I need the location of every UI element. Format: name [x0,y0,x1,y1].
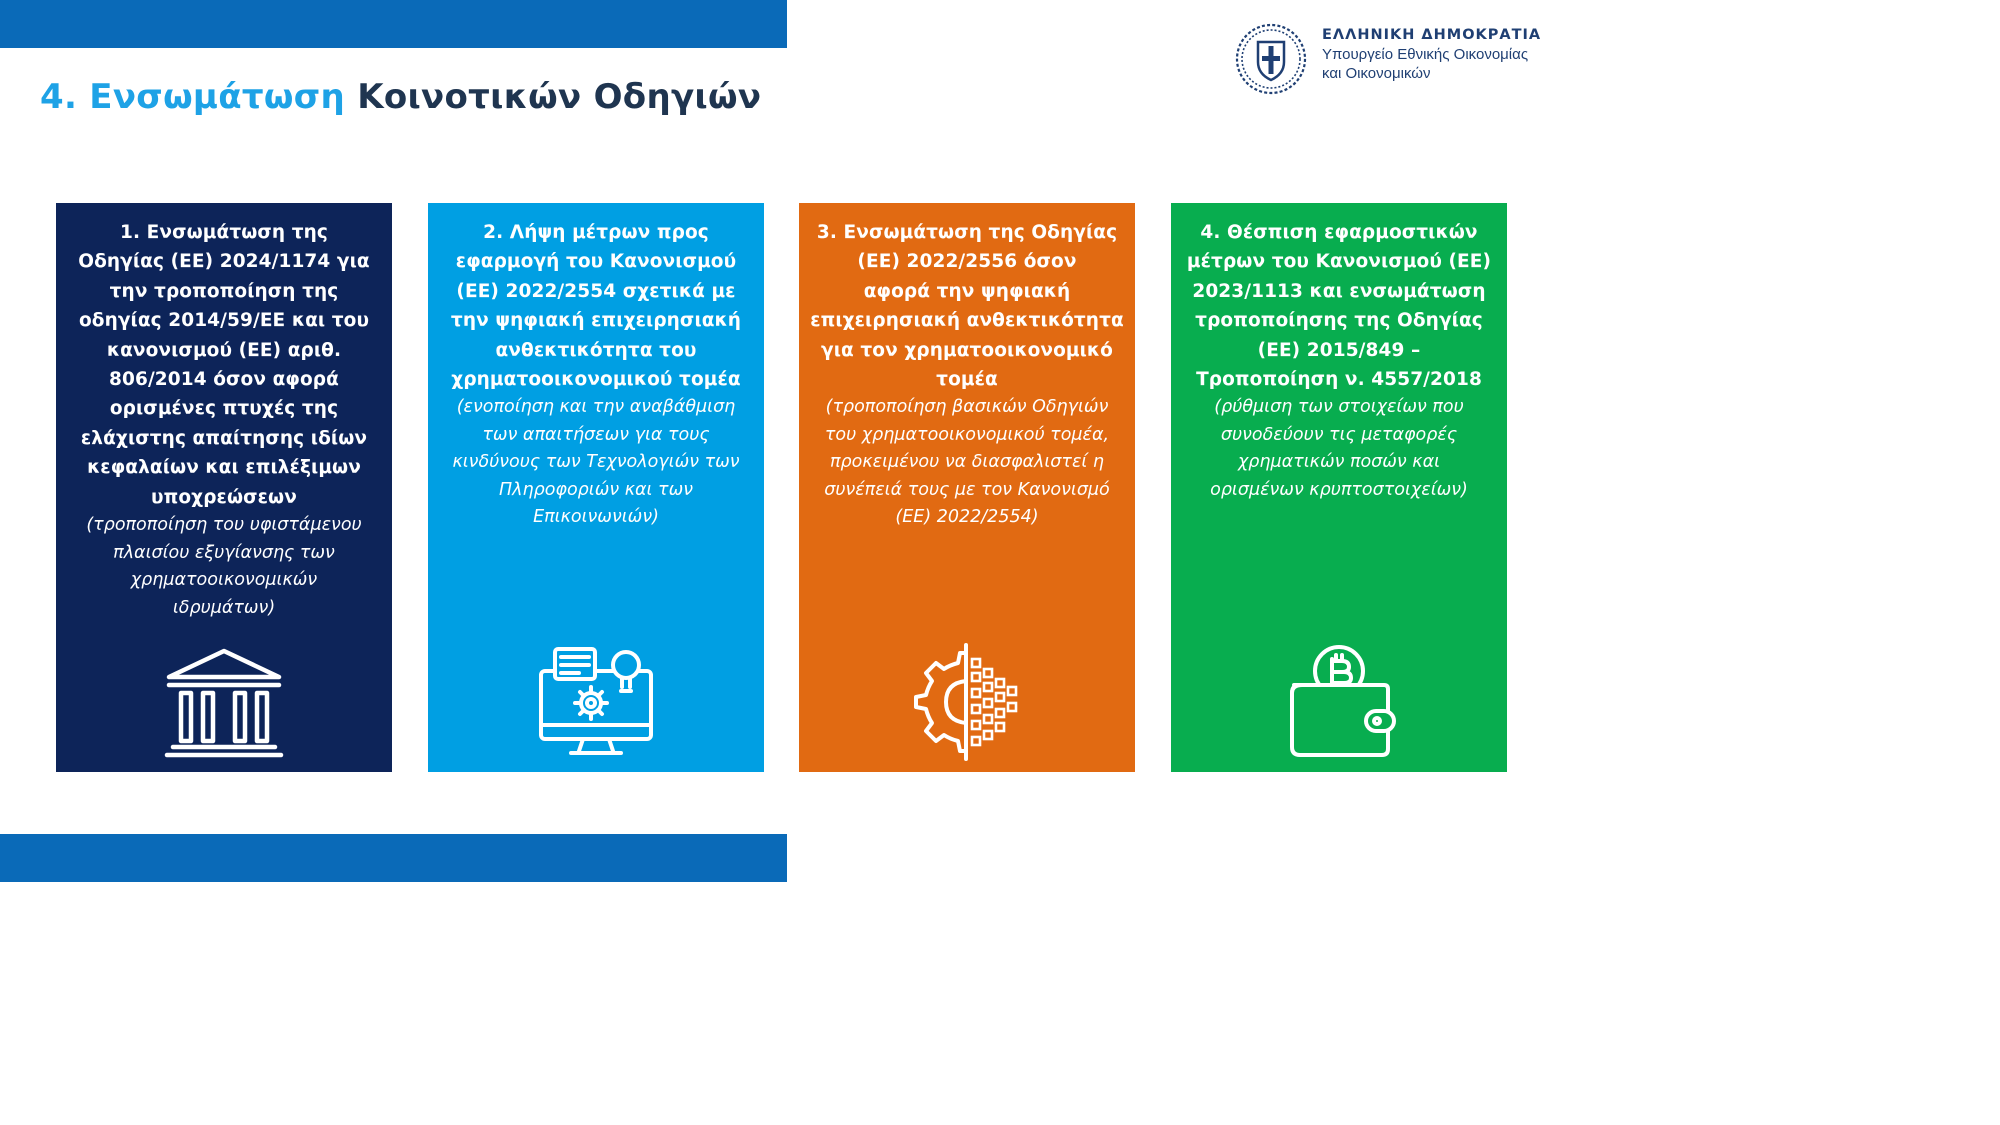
card-note [66,512,382,622]
note-line: του χρηματοοικονομικού τομέα, [824,424,1110,445]
hellenic-republic-emblem-icon [1234,22,1308,96]
note-line: συνοδεύουν τις μεταφορές [1220,424,1458,445]
heading-line: 1. Ενσωμάτωση της [120,222,328,243]
heading-line: την τροποποίηση της [109,280,339,302]
heading-line: ορισμένες πτυχές της [109,398,339,420]
heading-line: τροποποίησης της Οδηγίας [1195,310,1483,332]
ministry-text [1322,26,1541,83]
republic-name: ΕΛΛΗΝΙΚΗ ΔΗΜΟΚΡΑΤΙΑ [1322,27,1542,43]
card-note [438,394,754,532]
bitcoin-wallet-icon [1274,641,1404,761]
heading-line: Οδηγίας (ΕΕ) 2024/1174 για [78,251,370,273]
digital-gear-icon [902,641,1032,761]
note-line: Επικοινωνιών) [533,507,659,528]
page-title [40,73,761,121]
card-heading [1181,218,1497,394]
card-text [809,218,1125,532]
page-title-text: Κοινοτικών Οδηγιών [357,77,762,117]
note-line: (ενοποίηση και την αναβάθμιση [456,397,736,418]
heading-line: τομέα [936,369,998,391]
heading-line: χρηματοοικονομικού τομέα [451,369,741,391]
ministry-name-line-1: Υπουργείο Εθνικής Οικονομίας [1322,46,1529,63]
bottom-accent-bar [0,834,787,882]
card-heading [66,218,382,512]
note-line: ιδρυμάτων) [172,597,276,618]
heading-line: επιχειρησιακή ανθεκτικότητα [810,310,1124,332]
note-line: (τροποποίηση βασικών Οδηγιών [825,397,1109,418]
card-note [1181,394,1497,504]
heading-line: την ψηφιακή επιχειρησιακή [450,310,742,332]
note-line: προκειμένου να διασφαλιστεί η [830,452,1104,473]
note-line: συνέπειά τους με τον Κανονισμό [824,479,1110,500]
directive-card-1 [56,203,392,772]
heading-line: (ΕΕ) 2022/2554 σχετικά με [456,280,736,302]
heading-line: κεφαλαίων και επιλέξιμων [87,457,361,479]
directive-card-4 [1171,203,1507,772]
heading-line: ελάχιστης απαίτησης ιδίων [80,427,368,449]
card-text [66,218,382,622]
heading-line: 2023/1113 και ενσωμάτωση [1192,280,1486,302]
heading-line: οδηγίας 2014/59/ΕΕ και του [78,310,370,332]
heading-line: 806/2014 όσον αφορά [109,369,339,391]
note-line: (τροποποίηση του υφιστάμενου [86,515,362,536]
heading-line: εφαρμογή του Κανονισμού [455,251,737,273]
note-line: χρηματικών ποσών και [1237,452,1441,473]
heading-line: Τροποποίηση ν. 4557/2018 [1196,369,1482,391]
heading-line: υποχρεώσεων [151,486,297,508]
note-line: των απαιτήσεων για τους [482,424,710,445]
card-heading [809,218,1125,394]
note-line: (ΕΕ) 2022/2554) [895,507,1039,528]
directive-card-3 [799,203,1135,772]
card-heading [438,218,754,394]
heading-line: (ΕΕ) 2022/2556 όσον [857,251,1077,273]
heading-line: (ΕΕ) 2015/849 – [1257,339,1421,361]
page-title-number: 4. Ενσωμάτωση [40,77,346,117]
heading-line: ανθεκτικότητα του [495,339,697,361]
card-text [1181,218,1497,504]
heading-line: 2. Λήψη μέτρων προς [483,222,709,243]
directive-card-2 [428,203,764,772]
note-line: Πληροφοριών και των [499,479,693,500]
ministry-logo [1234,20,1564,100]
computer-gear-icon [531,641,661,761]
heading-line: για τον χρηματοοικονομικό [821,339,1113,361]
top-accent-bar [0,0,787,48]
heading-line: μέτρων του Κανονισμού (ΕΕ) [1186,251,1492,273]
heading-line: 4. Θέσπιση εφαρμοστικών [1200,222,1478,243]
note-line: πλαισίου εξυγίανσης των [113,542,335,563]
heading-line: κανονισμού (ΕΕ) αριθ. [106,339,342,361]
card-text [438,218,754,532]
note-line: κινδύνους των Τεχνολογιών των [452,452,740,473]
heading-line: 3. Ενσωμάτωση της Οδηγίας [816,222,1118,243]
bank-building-icon [159,641,289,761]
card-note [809,394,1125,532]
note-line: ορισμένων κρυπτοστοιχείων) [1210,479,1468,500]
note-line: χρηματοοικονομικών [130,570,318,591]
note-line: (ρύθμιση των στοιχείων που [1214,397,1464,418]
ministry-name-line-2: και Οικονομικών [1322,65,1431,82]
heading-line: αφορά την ψηφιακή [863,280,1071,302]
